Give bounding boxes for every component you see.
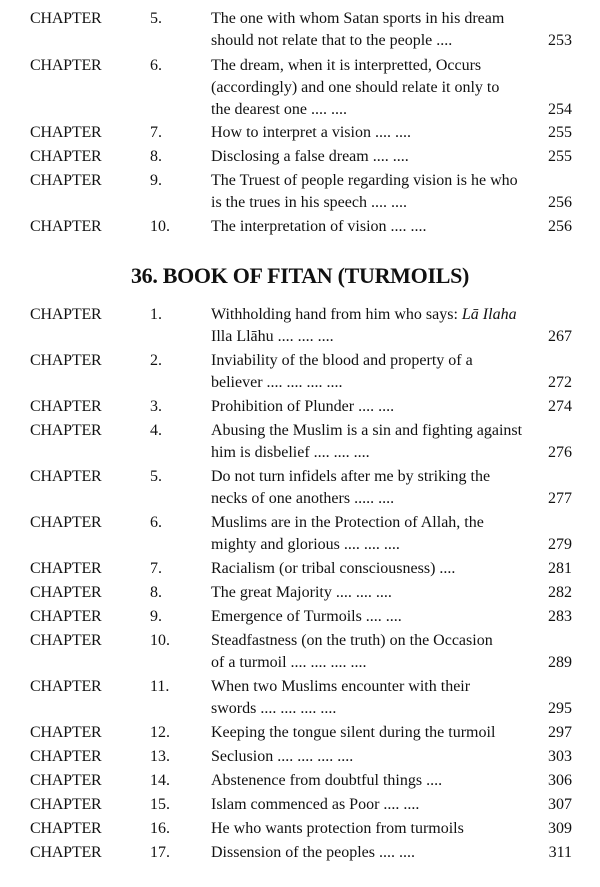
chapter-title-line: Abusing the Muslim is a sin and fighting against [211,422,523,439]
chapter-title [211,676,511,720]
page-number: 303 [548,748,572,765]
chapter-title [211,770,511,792]
chapter-title-line: Prohibition of Plunder .... .... [211,398,395,415]
chapter-title-line: Islam commenced as Poor .... .... [211,796,420,813]
page-number: 279 [548,536,572,553]
chapter-title [211,170,518,214]
chapter-number: 6. [150,57,162,74]
chapter-title-line: swords .... .... .... .... [211,700,337,717]
chapter-title [211,350,511,394]
chapter-label: CHAPTER [30,632,102,649]
chapter-label: CHAPTER [30,844,102,861]
chapter-title [211,722,511,744]
chapter-label: CHAPTER [30,678,102,695]
chapter-label: CHAPTER [30,352,102,369]
chapter-label: CHAPTER [30,724,102,741]
page-number: 274 [548,398,572,415]
chapter-label: CHAPTER [30,148,102,165]
page-number: 254 [548,101,572,118]
chapter-title-line: the dearest one .... .... [211,101,347,118]
chapter-number: 7. [150,124,162,141]
chapter-title-line: Emergence of Turmoils .... .... [211,608,402,625]
chapter-label: CHAPTER [30,772,102,789]
chapter-title-line: should not relate that to the people .... [211,32,453,49]
chapter-label: CHAPTER [30,796,102,813]
chapter-title [211,146,511,168]
chapter-label: CHAPTER [30,172,102,189]
chapter-title-line: Abstenence from doubtful things .... [211,772,443,789]
chapter-title-line: The interpretation of vision .... .... [211,218,427,235]
chapter-label: CHAPTER [30,10,102,27]
chapter-number: 15. [150,796,170,813]
page-number: 256 [548,194,572,211]
chapter-label: CHAPTER [30,398,102,415]
chapter-title-line: Withholding hand from him who says: Lā Ilaha [211,306,517,323]
chapter-title-line: is the trues in his speech .... .... [211,194,407,211]
chapter-number: 9. [150,608,162,625]
chapter-title-line: of a turmoil .... .... .... .... [211,654,367,671]
chapter-title-line: He who wants protection from turmoils [211,820,464,837]
chapter-number: 9. [150,172,162,189]
page-number: 295 [548,700,572,717]
chapter-number: 11. [150,678,170,695]
chapter-label: CHAPTER [30,748,102,765]
chapter-title [211,582,511,604]
page-number: 267 [548,328,572,345]
chapter-label: CHAPTER [30,124,102,141]
chapter-title [211,216,511,238]
page-number: 307 [548,796,572,813]
chapter-number: 3. [150,398,162,415]
chapter-number: 5. [150,10,162,27]
chapter-title-line: believer .... .... .... .... [211,374,343,391]
chapter-number: 2. [150,352,162,369]
chapter-title-line: Dissension of the peoples .... .... [211,844,415,861]
page-number: 277 [548,490,572,507]
chapter-title-line: Disclosing a false dream .... .... [211,148,409,165]
page-number: 306 [548,772,572,789]
chapter-number: 1. [150,306,162,323]
chapter-title [211,420,523,464]
chapter-number: 16. [150,820,170,837]
chapter-title [211,304,517,348]
chapter-title-line: The great Majority .... .... .... [211,584,392,601]
chapter-title-line: The Truest of people regarding vision is he who [211,172,518,189]
chapter-title-line: Illa Llāhu .... .... .... [211,328,334,345]
chapter-title [211,558,511,580]
chapter-title [211,8,511,52]
chapter-number: 8. [150,584,162,601]
chapter-label: CHAPTER [30,514,102,531]
chapter-number: 13. [150,748,170,765]
chapter-label: CHAPTER [30,57,102,74]
page-number: 256 [548,218,572,235]
chapter-number: 4. [150,422,162,439]
chapter-label: CHAPTER [30,306,102,323]
chapter-title [211,794,511,816]
book-heading: 36. BOOK OF FITAN (TURMOILS) [130,263,470,288]
chapter-title [211,606,511,628]
chapter-number: 8. [150,148,162,165]
chapter-title-line: The one with whom Satan sports in his dream [211,10,505,27]
chapter-title-line: Seclusion .... .... .... .... [211,748,354,765]
chapter-title-line: Keeping the tongue silent during the turmoil [211,724,496,741]
chapter-label: CHAPTER [30,422,102,439]
chapter-title [211,842,511,864]
chapter-title-line: The dream, when it is interpretted, Occurs [211,57,482,74]
chapter-title [211,818,511,840]
page-number: 272 [548,374,572,391]
chapter-label: CHAPTER [30,560,102,577]
chapter-title-line: How to interpret a vision .... .... [211,124,411,141]
page-number: 289 [548,654,572,671]
page-number: 311 [548,844,572,861]
chapter-label: CHAPTER [30,608,102,625]
page-number: 297 [548,724,572,741]
page-number: 276 [548,444,572,461]
chapter-title-line: Inviability of the blood and property of a [211,352,473,369]
page-number: 255 [548,148,572,165]
chapter-title [211,466,511,510]
chapter-label: CHAPTER [30,820,102,837]
chapter-number: 17. [150,844,170,861]
chapter-number: 14. [150,772,170,789]
chapter-title-line: Steadfastness (on the truth) on the Occasion [211,632,493,649]
chapter-title [211,630,511,674]
chapter-title-line: mighty and glorious .... .... .... [211,536,400,553]
chapter-number: 5. [150,468,162,485]
chapter-title [211,122,511,144]
chapter-title-line: (accordingly) and one should relate it only to [211,79,500,96]
chapter-number: 10. [150,632,170,649]
chapter-number: 7. [150,560,162,577]
chapter-title-line: him is disbelief .... .... .... [211,444,370,461]
chapter-title-line: Do not turn infidels after me by striking the [211,468,491,485]
chapter-title [211,55,511,121]
page-number: 281 [548,560,572,577]
chapter-number: 12. [150,724,170,741]
chapter-label: CHAPTER [30,584,102,601]
chapter-number: 10. [150,218,170,235]
page-number: 283 [548,608,572,625]
chapter-title-line: necks of one anothers ..... .... [211,490,395,507]
page-number: 309 [548,820,572,837]
page-number: 282 [548,584,572,601]
chapter-title [211,512,511,556]
chapter-label: CHAPTER [30,218,102,235]
chapter-number: 6. [150,514,162,531]
page-number: 255 [548,124,572,141]
chapter-title-line: Racialism (or tribal consciousness) .... [211,560,456,577]
page-number: 253 [548,32,572,49]
chapter-label: CHAPTER [30,468,102,485]
chapter-title-line: When two Muslims encounter with their [211,678,471,695]
chapter-title-line: Muslims are in the Protection of Allah, the [211,514,484,531]
chapter-title [211,746,511,768]
chapter-title [211,396,511,418]
chapter-title-italic: Lā Ilaha [461,306,517,323]
